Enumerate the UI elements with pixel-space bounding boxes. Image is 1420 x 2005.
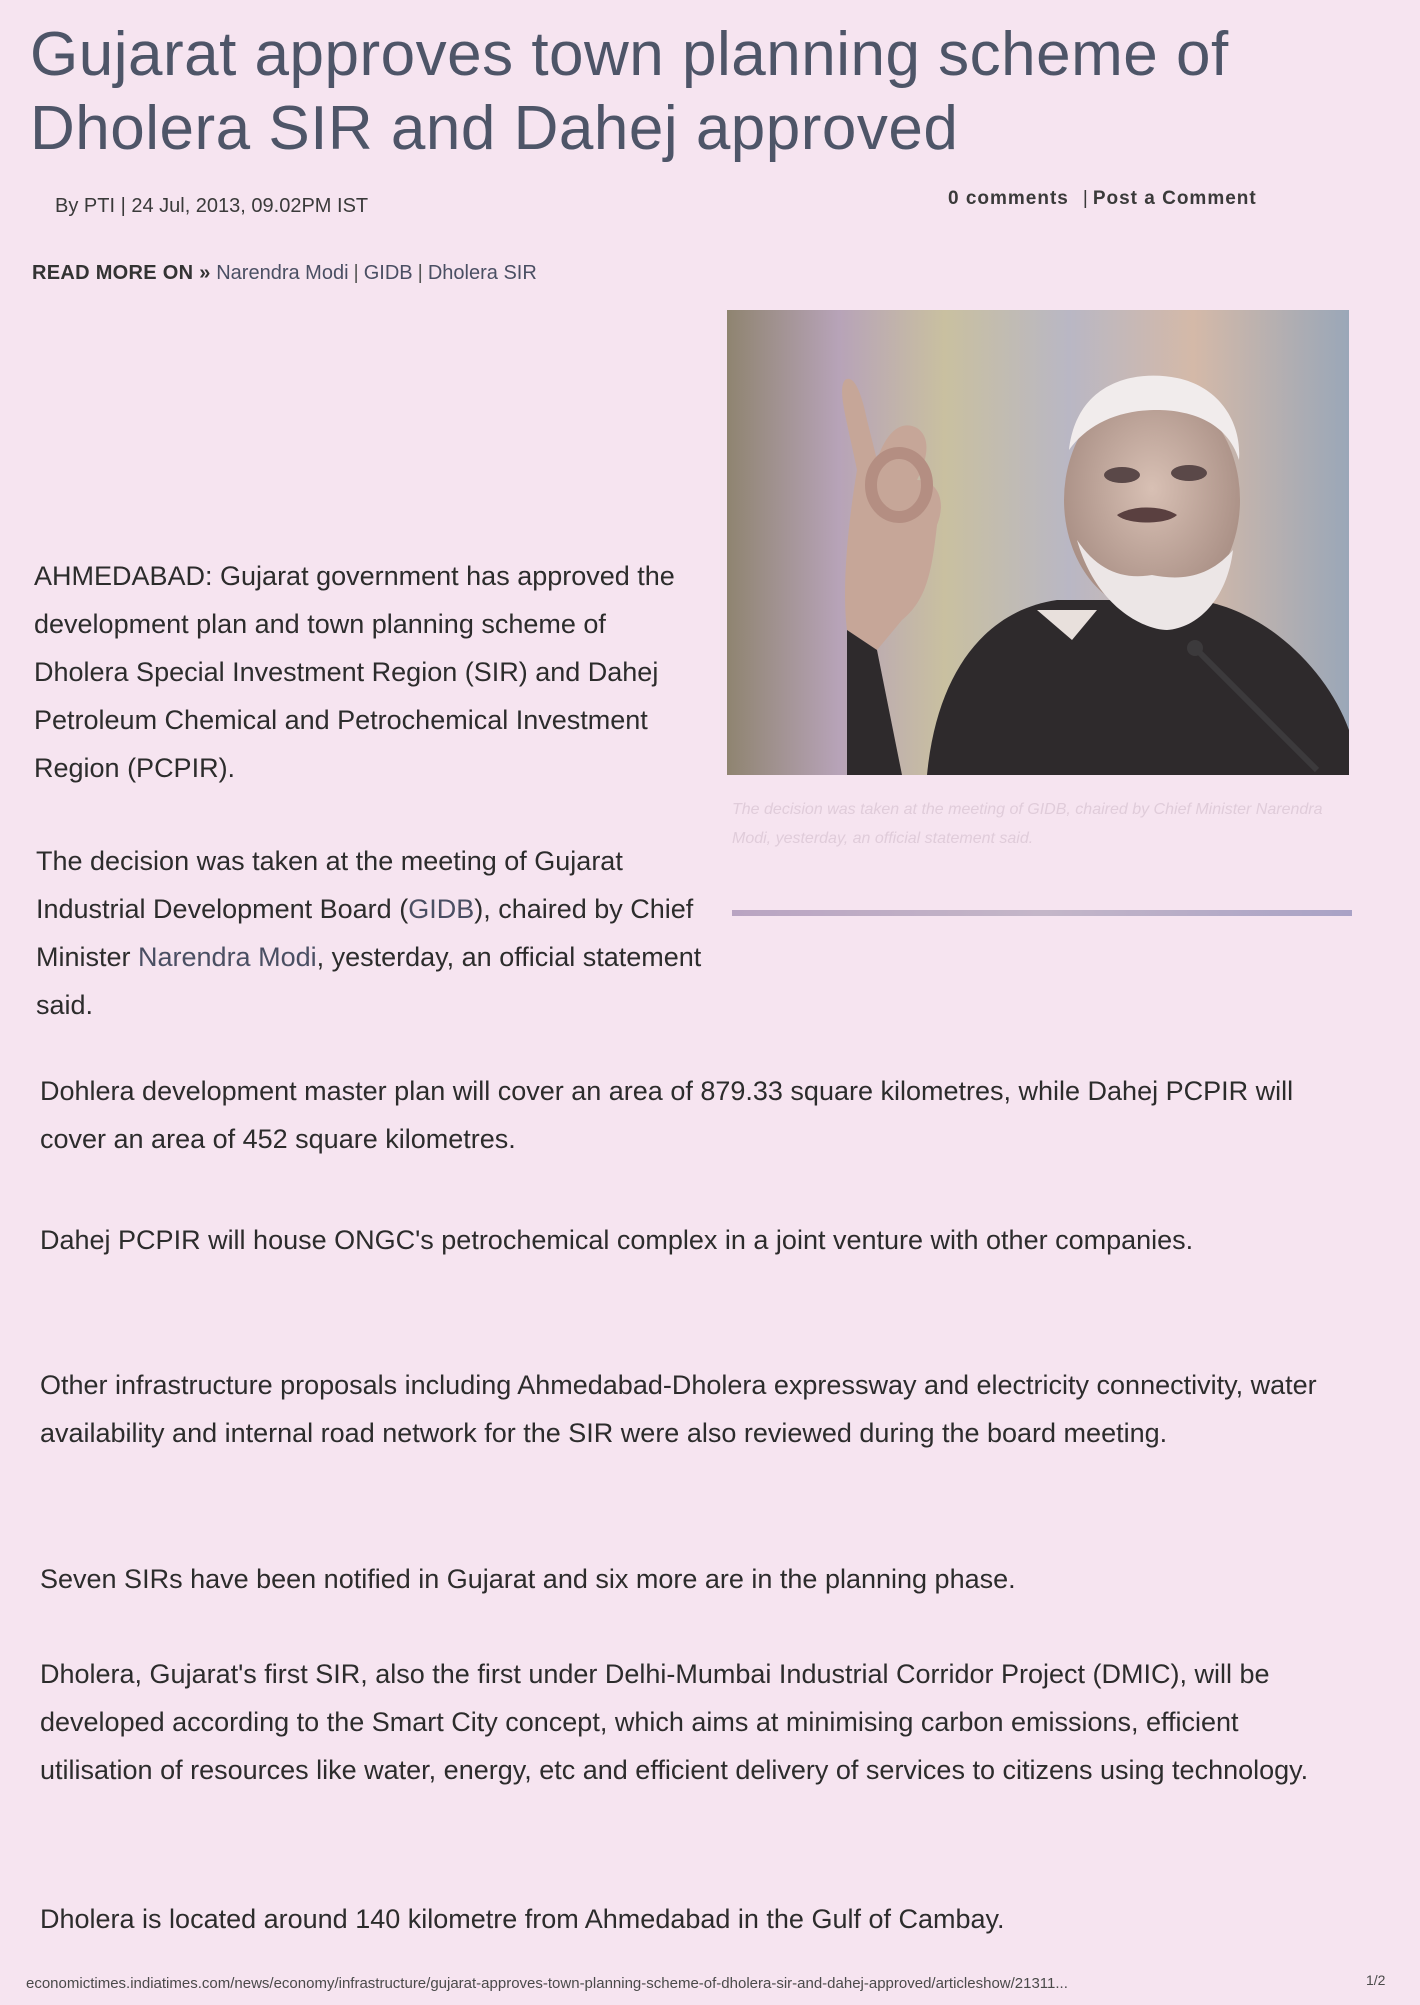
tag-link-dholera-sir[interactable]: Dholera SIR <box>427 262 537 284</box>
read-more-label: READ MORE ON » <box>32 262 211 284</box>
article-paragraph-2 <box>36 837 706 1029</box>
article-paragraph-7: Dholera, Gujarat's first SIR, also the first under Delhi-Mumbai Industrial Corridor Project (DMIC), will be developed according to the Smart City concept, which aims at minimising carbon emissions, efficient utilisation of resources like water, energy, etc and efficient delivery of services to citizens using technology. <box>40 1659 1309 1785</box>
article-paragraph-8: Dholera is located around 140 kilometre from Ahmedabad in the Gulf of Cambay. <box>40 1904 1005 1934</box>
article-lede: AHMEDABAD: Gujarat government has approved the development plan and town planning scheme of Dholera Special Investment Region (SIR) and Dahej Petroleum Chemical and Petrochemical Investment Region (PCPIR). <box>34 561 675 783</box>
article-headline: Gujarat approves town planning scheme of Dholera SIR and Dahej approved <box>30 20 1229 163</box>
p2-link-gidb[interactable]: GIDB <box>408 894 475 924</box>
tag-separator: | <box>353 262 359 284</box>
p2-prefix: The decision was taken at the meeting of Gujarat Industrial Development Board ( <box>36 846 623 924</box>
tag-separator: | <box>417 262 423 284</box>
article-paragraph-6: Seven SIRs have been notified in Gujarat and six more are in the planning phase. <box>40 1564 1016 1594</box>
p2-link-narendra-modi[interactable]: Narendra Modi <box>138 942 317 972</box>
article-byline: By PTI | 24 Jul, 2013, 09.02PM IST <box>55 195 369 217</box>
footer-url: economictimes.indiatimes.com/news/economy/infrastructure/gujarat-approves-town-planning-scheme-of-dholera-sir-and-dahej-approved/articleshow/21311... <box>26 1975 1068 1992</box>
page-number: 1/2 <box>1366 1972 1386 1988</box>
article-paragraph-5: Other infrastructure proposals including Ahmedabad-Dholera expressway and electricity connectivity, water availability and internal road network for the SIR were also reviewed during the board meeting. <box>40 1370 1317 1448</box>
article-paragraph-4: Dahej PCPIR will house ONGC's petrochemical complex in a joint venture with other companies. <box>40 1225 1194 1255</box>
comments-bar <box>948 188 1257 210</box>
comments-separator: | <box>1082 188 1089 209</box>
read-more-bar <box>32 262 537 285</box>
tag-link-gidb[interactable]: GIDB <box>363 262 413 284</box>
article-paragraph-3: Dohlera development master plan will cover an area of 879.33 square kilometres, while Dahej PCPIR will cover an area of 452 square kilometres. <box>40 1076 1294 1154</box>
caption-divider <box>732 910 1352 916</box>
photo-illustration <box>727 310 1349 775</box>
tag-link-narendra-modi[interactable]: Narendra Modi <box>216 262 349 284</box>
comments-count-link[interactable]: 0 comments <box>948 188 1069 209</box>
photo-caption: The decision was taken at the meeting of GIDB, chaired by Chief Minister Narendra Modi, yesterday, an official statement said. <box>732 801 1323 847</box>
article-photo <box>727 310 1349 775</box>
p2-suffix: , yesterday, an official statement said. <box>36 942 702 1020</box>
p2-middle: ), chaired by Chief Minister <box>36 894 694 972</box>
post-comment-link[interactable]: Post a Comment <box>1092 188 1257 209</box>
